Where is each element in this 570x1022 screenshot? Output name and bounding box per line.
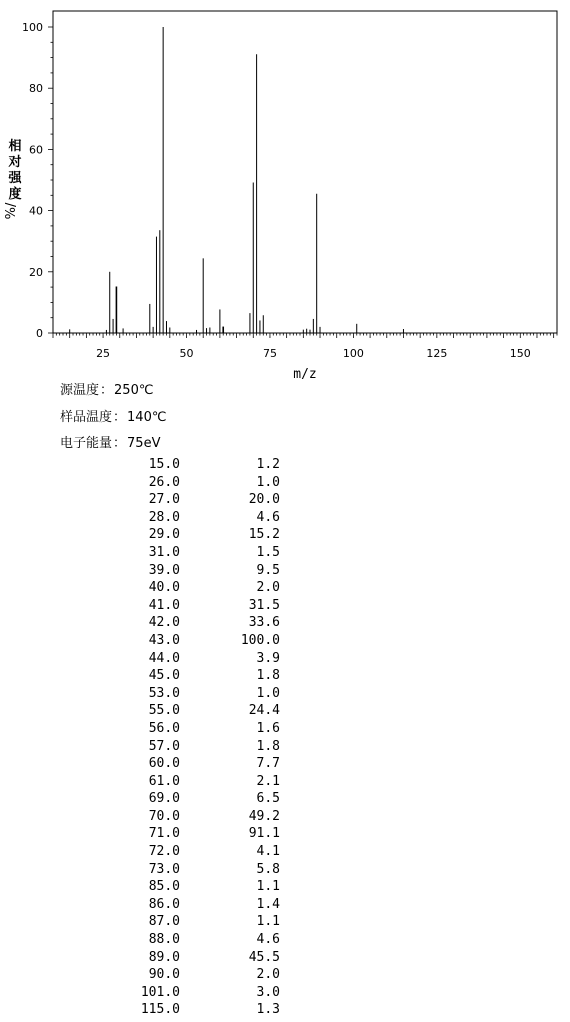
- abundance-value: 1.2: [256, 457, 280, 472]
- abundance-value: 49.2: [248, 808, 280, 824]
- abundance-value: 1.3: [256, 1002, 280, 1018]
- electron-energy-label: 电子能量: [60, 436, 113, 451]
- table-row: [100, 597, 280, 615]
- mz-value: 115.0: [140, 1002, 180, 1018]
- abundance-value: 2.0: [256, 580, 280, 596]
- abundance-value: 31.5: [248, 597, 280, 613]
- mz-value: 28.0: [148, 509, 180, 525]
- table-row: [100, 808, 280, 826]
- x-tick-label: 150: [509, 347, 531, 360]
- mz-value: 44.0: [148, 650, 180, 666]
- table-row: [100, 544, 280, 562]
- table-row: [100, 913, 280, 931]
- abundance-value: 24.4: [248, 703, 280, 719]
- abundance-value: 2.0: [256, 967, 280, 983]
- table-row: [100, 650, 280, 668]
- mass-spectrum-chart: [0, 0, 570, 385]
- plot-frame: [53, 11, 557, 333]
- x-tick-label: 75: [262, 347, 277, 360]
- abundance-value: 4.6: [256, 932, 280, 948]
- svg-text:相: 相: [8, 139, 22, 154]
- abundance-value: 33.6: [248, 615, 280, 631]
- abundance-value: 4.6: [256, 509, 280, 525]
- abundance-value: 45.5: [248, 949, 280, 965]
- mz-value: 55.0: [148, 703, 180, 719]
- abundance-value: 2.1: [256, 773, 280, 789]
- mz-value: 87.0: [148, 914, 180, 930]
- y-tick-label: 100: [22, 21, 43, 34]
- mz-value: 29.0: [148, 527, 180, 543]
- mz-value: 31.0: [148, 544, 180, 560]
- mz-value: 45.0: [148, 668, 180, 684]
- table-row: [100, 825, 280, 843]
- separator: ：: [100, 383, 114, 398]
- mz-value: 53.0: [148, 685, 180, 701]
- abundance-value: 3.9: [256, 650, 280, 666]
- source-temp-label: 源温度: [60, 383, 100, 398]
- abundance-value: 1.1: [256, 914, 280, 930]
- y-tick-label: 20: [29, 265, 43, 279]
- mz-value: 69.0: [148, 791, 180, 807]
- mz-value: 86.0: [148, 896, 180, 912]
- electron-energy-value: 75eV: [127, 436, 161, 451]
- x-axis-label: m/z: [293, 367, 317, 382]
- abundance-value: 1.8: [256, 738, 280, 754]
- mz-value: 41.0: [148, 597, 180, 613]
- x-tick-label: 25: [96, 347, 111, 360]
- abundance-value: 1.0: [256, 474, 280, 490]
- sample-temperature: [60, 405, 166, 432]
- svg-text:强: 强: [8, 171, 22, 186]
- abundance-value: 15.2: [248, 527, 280, 543]
- y-tick-label: 40: [29, 204, 43, 218]
- mz-value: 42.0: [148, 615, 180, 631]
- x-tick-label: 100: [342, 347, 364, 360]
- mz-value: 70.0: [148, 808, 180, 824]
- table-row: [100, 720, 280, 738]
- abundance-value: 91.1: [248, 826, 280, 842]
- mz-value: 88.0: [148, 932, 180, 948]
- table-row: [100, 667, 280, 685]
- abundance-value: 20.0: [248, 492, 280, 508]
- abundance-value: 1.6: [256, 720, 280, 736]
- abundance-value: 1.5: [256, 544, 280, 560]
- table-row: [100, 896, 280, 914]
- instrument-info: [60, 378, 166, 458]
- sample-temp-label: 样品温度: [60, 409, 113, 425]
- table-row: [100, 562, 280, 580]
- table-row: [100, 738, 280, 756]
- table-row: [100, 702, 280, 720]
- x-tick-label: 125: [426, 347, 448, 360]
- peak-table: [100, 456, 280, 1019]
- mz-value: 26.0: [148, 474, 180, 490]
- mz-value: 57.0: [148, 738, 180, 754]
- y-tick-label: 60: [29, 143, 43, 157]
- table-row: [100, 1001, 280, 1019]
- mz-value: 85.0: [148, 879, 180, 895]
- table-row: [100, 456, 280, 474]
- table-row: [100, 773, 280, 791]
- sample-temp-value: 140℃: [127, 409, 167, 425]
- source-temperature: [60, 378, 166, 405]
- mz-value: 27.0: [148, 492, 180, 508]
- mz-value: 15.0: [148, 457, 180, 472]
- abundance-value: 1.8: [256, 668, 280, 684]
- table-row: [100, 843, 280, 861]
- table-row: [100, 632, 280, 650]
- mz-value: 56.0: [148, 720, 180, 736]
- abundance-value: 5.8: [256, 861, 280, 877]
- table-row: [100, 790, 280, 808]
- abundance-value: 9.5: [256, 562, 280, 578]
- mz-value: 71.0: [148, 826, 180, 842]
- y-axis-label: [4, 138, 22, 219]
- separator: ：: [113, 436, 127, 451]
- electron-energy: [60, 431, 166, 458]
- table-row: [100, 878, 280, 896]
- abundance-value: 6.5: [256, 791, 280, 807]
- table-row: [100, 474, 280, 492]
- table-row: [100, 685, 280, 703]
- mz-value: 101.0: [140, 984, 180, 1000]
- mz-value: 60.0: [148, 756, 180, 772]
- table-row: [100, 984, 280, 1002]
- mz-value: 39.0: [148, 562, 180, 578]
- table-row: [100, 614, 280, 632]
- table-row: [100, 931, 280, 949]
- table-row: [100, 755, 280, 773]
- abundance-value: 4.1: [256, 844, 280, 860]
- table-row: [100, 526, 280, 544]
- table-row: [100, 579, 280, 597]
- mz-value: 73.0: [148, 861, 180, 877]
- mz-value: 40.0: [148, 580, 180, 596]
- abundance-value: 7.7: [256, 756, 280, 772]
- svg-text:对: 对: [8, 155, 22, 170]
- svg-text:%/: %/: [4, 202, 19, 220]
- abundance-value: 3.0: [256, 984, 280, 1000]
- separator: ：: [113, 409, 127, 425]
- table-row: [100, 861, 280, 879]
- table-row: [100, 491, 280, 509]
- x-tick-label: 50: [179, 347, 194, 360]
- mz-value: 72.0: [148, 844, 180, 860]
- abundance-value: 1.0: [256, 685, 280, 701]
- svg-text:度: 度: [8, 187, 22, 202]
- y-tick-label: 80: [29, 82, 43, 96]
- abundance-value: 1.1: [256, 879, 280, 895]
- y-tick-label: 0: [36, 327, 43, 340]
- mz-value: 90.0: [148, 967, 180, 983]
- abundance-value: 1.4: [256, 896, 280, 912]
- table-row: [100, 509, 280, 527]
- abundance-value: 100.0: [240, 632, 280, 648]
- mz-value: 43.0: [148, 632, 180, 648]
- mz-value: 61.0: [148, 773, 180, 789]
- table-row: [100, 966, 280, 984]
- mz-value: 89.0: [148, 949, 180, 965]
- source-temp-value: 250℃: [114, 383, 154, 398]
- table-row: [100, 949, 280, 967]
